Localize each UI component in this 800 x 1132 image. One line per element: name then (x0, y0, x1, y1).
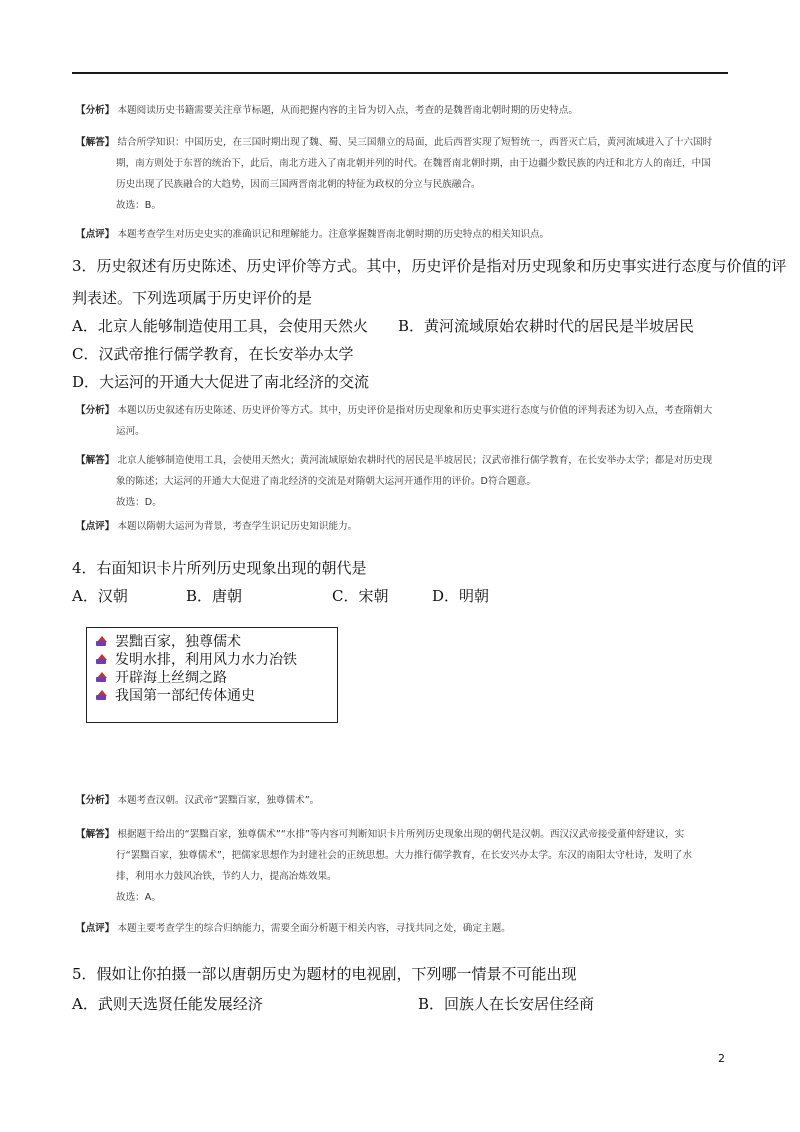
analysis-text: 本题阅读历史书籍需要关注章节标题，从而把握内容的主旨为切入点，考查的是魏晋南北朝时期的历史特点。 (117, 105, 578, 116)
card-item-text: 我国第一部纪传体通史 (115, 688, 255, 704)
comment-text: 本题以隋朝大运河为背景，考查学生识记历史知识能力。 (117, 521, 358, 532)
comment-tag: 【点评】 (76, 521, 115, 532)
answer-tag: 【解答】 (76, 829, 115, 840)
page-number: 2 (718, 1052, 725, 1065)
bullet-icon (95, 689, 107, 701)
knowledge-card (86, 627, 338, 723)
card-item-text: 发明水排，利用风力水力冶铁 (115, 652, 297, 668)
bullet-icon (95, 671, 107, 683)
q2-answer (76, 132, 736, 216)
analysis-tag: 【分析】 (76, 795, 115, 806)
card-item-text: 罢黜百家，独尊儒术 (115, 634, 241, 650)
answer-line: 行“罢黜百家，独尊儒术”，把儒家思想作为封建社会的正统思想。大力推行儒学教育，在长安兴办太学。东汉的南阳太守杜诗，发明了水 (116, 850, 692, 861)
q3-option-d: D．大运河的开通大大促进了南北经济的交流 (72, 373, 370, 391)
q5-option-a: A．武则天选贤任能发展经济 (72, 995, 263, 1013)
q4-comment (76, 918, 511, 939)
answer-line: 历史出现了民族融合的大趋势，因而三国两晋南北朝的特征为政权的分立与民族融合。 (116, 179, 481, 190)
answer-line: 根据题干给出的“罢黜百家，独尊儒术”“水排”等内容可判断知识卡片所列历史现象出现的朝代是汉朝。西汉汉武帝接受董仲舒建议，实 (117, 829, 685, 840)
bullet-icon (95, 653, 107, 665)
card-item (95, 670, 227, 686)
q2-comment (76, 224, 549, 245)
q4-option-a: A．汉朝 (72, 587, 128, 605)
answer-line: 排，利用水力鼓风冶铁，节约人力，提高冶炼效果。 (116, 871, 337, 882)
answer-line: 故选：D。 (116, 497, 162, 508)
comment-text: 本题考查学生对历史史实的准确识记和理解能力。注意掌握魏晋南北朝时期的历史特点的相关知识点。 (117, 229, 550, 240)
q4-option-d: D．明朝 (432, 587, 490, 605)
answer-line: 象的陈述；大运河的开通大大促进了南北经济的交流是对隋朝大运河开通作用的评价。D符合题意。 (116, 476, 536, 487)
q3-stem-line2: 判表述。下列选项属于历史评价的是 (72, 289, 313, 307)
q2-analysis (76, 100, 578, 121)
q3-comment (76, 516, 357, 537)
analysis-line: 本题以历史叙述有历史陈述、历史评价等方式。其中，历史评价是指对历史现象和历史事实进行态度与价值的评判表述为切入点，考查隋朝大 (117, 405, 713, 416)
q3-answer (76, 450, 736, 513)
q4-option-b: B．唐朝 (186, 587, 243, 605)
answer-line: 结合所学知识：中国历史，在三国时期出现了魏、蜀、吴三国鼎立的局面，此后西晋实现了短暂统一，西晋灭亡后，黄河流域进入了十六国时 (117, 137, 713, 148)
q4-answer (76, 824, 736, 908)
answer-line: 故选：A。 (116, 892, 161, 903)
answer-tag: 【解答】 (76, 137, 115, 148)
card-item (95, 688, 255, 704)
q5-stem: 5．假如让你拍摄一部以唐朝历史为题材的电视剧，下列哪一情景不可能出现 (72, 965, 577, 983)
q5-option-b: B．回族人在长安居住经商 (418, 995, 595, 1013)
q3-stem-line1: 3．历史叙述有历史陈述、历史评价等方式。其中，历史评价是指对历史现象和历史事实进行态度与价值的评 (72, 257, 787, 275)
answer-line: 故选：B。 (116, 200, 161, 211)
analysis-tag: 【分析】 (76, 105, 115, 116)
q4-analysis (76, 790, 319, 811)
analysis-line: 运河。 (116, 426, 145, 437)
q4-option-c: C．宋朝 (332, 587, 389, 605)
answer-tag: 【解答】 (76, 455, 115, 466)
q3-option-c: C．汉武帝推行儒学教育，在长安举办太学 (72, 345, 354, 363)
q3-option-a: A．北京人能够制造使用工具，会使用天然火 (72, 317, 368, 335)
comment-tag: 【点评】 (76, 923, 115, 934)
comment-text: 本题主要考查学生的综合归纳能力，需要全面分析题干相关内容，寻找共同之处，确定主题。 (117, 923, 511, 934)
q3-option-b: B．黄河流域原始农耕时代的居民是半坡居民 (398, 317, 695, 335)
bullet-icon (95, 635, 107, 647)
analysis-tag: 【分析】 (76, 405, 115, 416)
card-item-text: 开辟海上丝绸之路 (115, 670, 227, 686)
answer-line: 期，南方则处于东晋的统治下，此后，南北方进入了南北朝并列的时代。在魏晋南北朝时期，由于边疆少数民族的内迁和北方人的南迁，中国 (116, 158, 711, 169)
comment-tag: 【点评】 (76, 229, 115, 240)
card-item (95, 634, 241, 650)
q3-analysis (76, 400, 736, 442)
q4-stem: 4．右面知识卡片所列历史现象出现的朝代是 (72, 559, 367, 577)
card-item (95, 652, 297, 668)
answer-line: 北京人能够制造使用工具，会使用天然火；黄河流域原始农耕时代的居民是半坡居民；汉武帝推行儒学教育，在长安举办太学；都是对历史现 (117, 455, 713, 466)
analysis-text: 本题考查汉朝。汉武帝“罢黜百家，独尊儒术”。 (117, 795, 320, 806)
header-rule (72, 72, 728, 74)
